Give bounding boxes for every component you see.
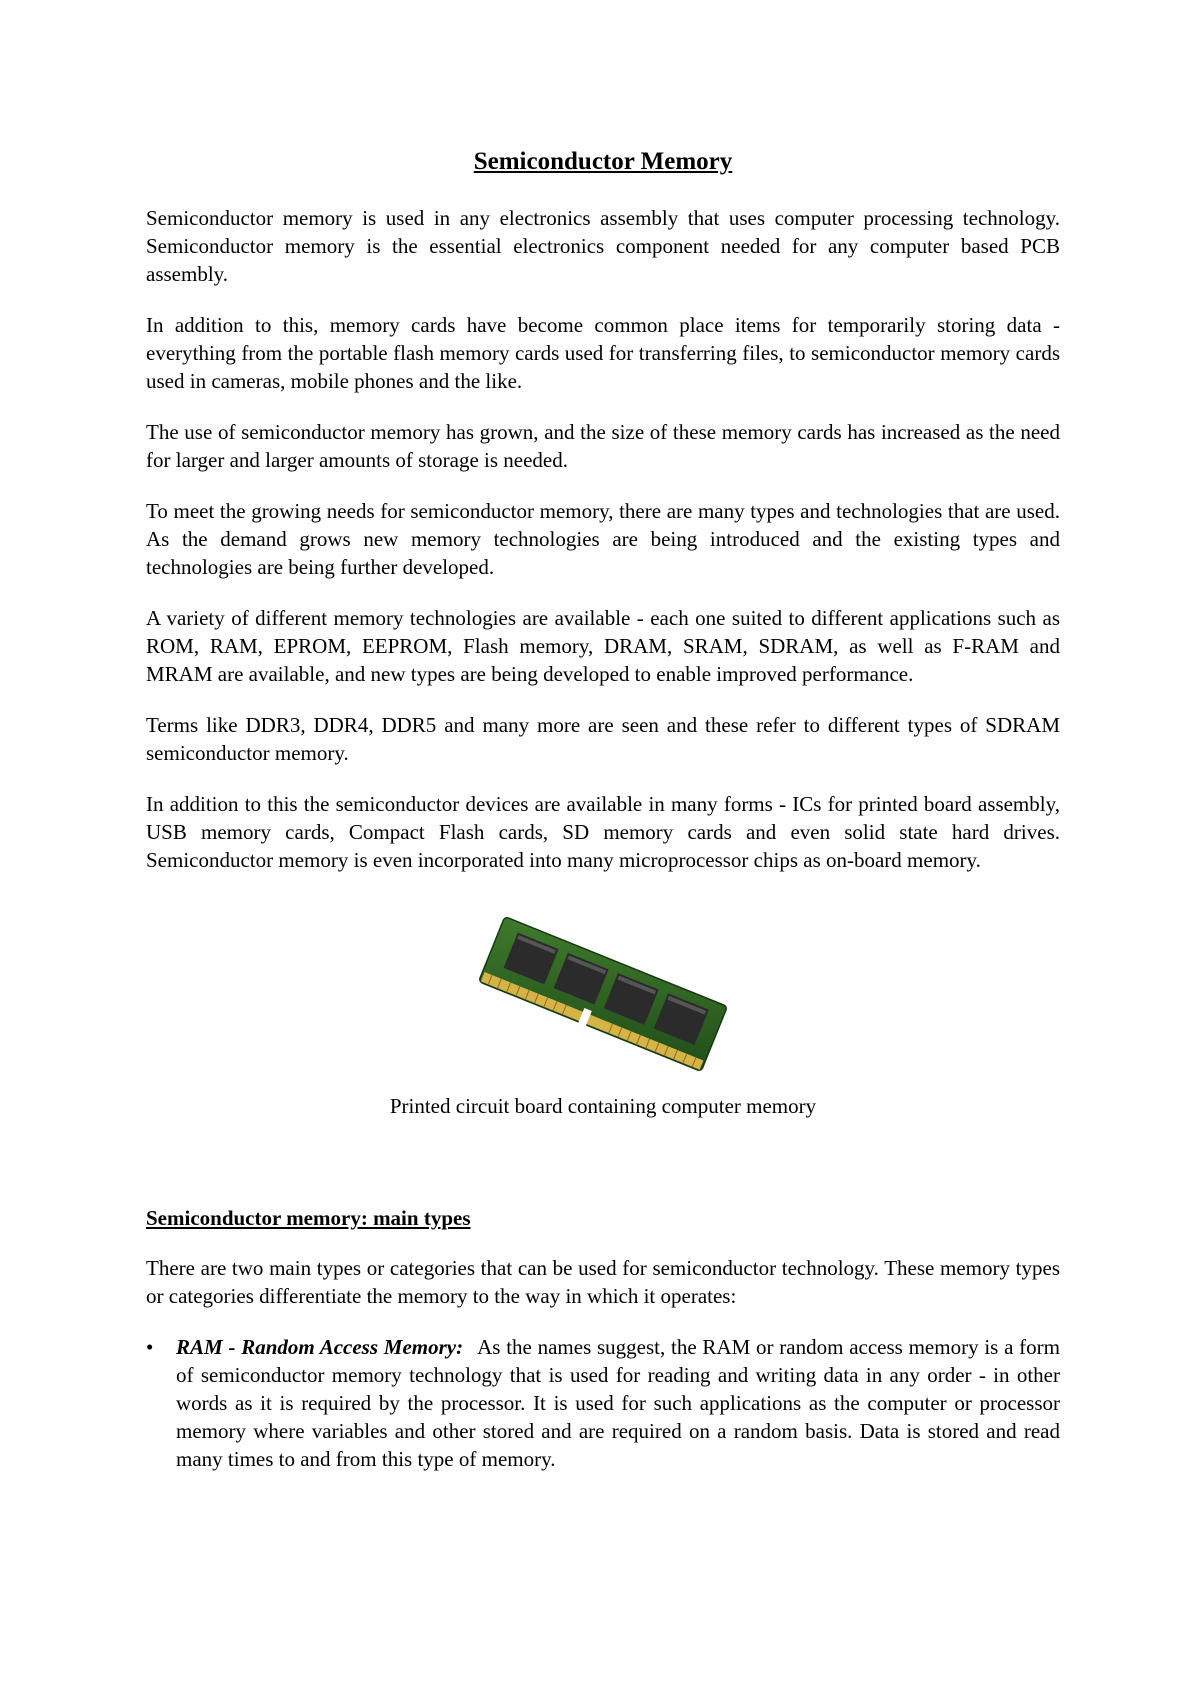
paragraph-2: In addition to this, memory cards have become common place items for temporarily storing data - everything from the portable flash memory cards used for transferring files, to semiconductor memory cards used in cameras, mobile phones and the like. — [146, 313, 1060, 393]
list-item-text: As the names suggest, the RAM or random access memory is a form of semiconductor memory technology that is used for reading and writing data in any order - in other words as it is required by the processor. It is used for such applications as the computer or processor memory where variables and other stored and are required on a random basis. Data is stored and read many times to and from this type of memory. — [176, 1335, 1060, 1471]
list-item-term: RAM - Random Access Memory: — [176, 1335, 464, 1359]
paragraph-1: Semiconductor memory is used in any electronics assembly that uses computer processing technology. Semiconductor memory is the essential electronics component needed for any computer based PCB assembly. — [146, 206, 1060, 286]
memory-figure — [146, 914, 1060, 1120]
paragraph-4: To meet the growing needs for semiconductor memory, there are many types and technologies that are used. As the demand grows new memory technologies are being introduced and the existing types and technologies are being further developed. — [146, 499, 1060, 579]
document-title: Semiconductor Memory — [473, 148, 733, 175]
memory-module-image — [473, 914, 733, 1074]
memory-types-list — [146, 1333, 1060, 1473]
section-heading: Semiconductor memory: main types — [146, 1206, 471, 1230]
list-item — [146, 1333, 1060, 1473]
paragraph-3: The use of semiconductor memory has grown, and the size of these memory cards has increased as the need for larger and larger amounts of storage is needed. — [146, 420, 1060, 472]
paragraph-6: Terms like DDR3, DDR4, DDR5 and many more are seen and these refer to different types of SDRAM semiconductor memory. — [146, 713, 1060, 765]
paragraph-5: A variety of different memory technologies are available - each one suited to different applications such as ROM, RAM, EPROM, EEPROM, Flash memory, DRAM, SRAM, SDRAM, as well as F-RAM and MRAM are available, and new types are being developed to enable improved performance. — [146, 606, 1060, 686]
document-content — [146, 146, 1060, 1473]
figure-caption: Printed circuit board containing computer memory — [389, 1094, 817, 1118]
bullet-icon: • — [146, 1335, 154, 1359]
section-intro: There are two main types or categories that can be used for semiconductor technology. These memory types or categories differentiate the memory to the way in which it operates: — [146, 1256, 1060, 1308]
paragraph-7: In addition to this the semiconductor devices are available in many forms - ICs for printed board assembly, USB memory cards, Compact Flash cards, SD memory cards and even solid state hard drives. Semiconductor memory is even incorporated into many microprocessor chips as on-board memory. — [146, 792, 1060, 872]
